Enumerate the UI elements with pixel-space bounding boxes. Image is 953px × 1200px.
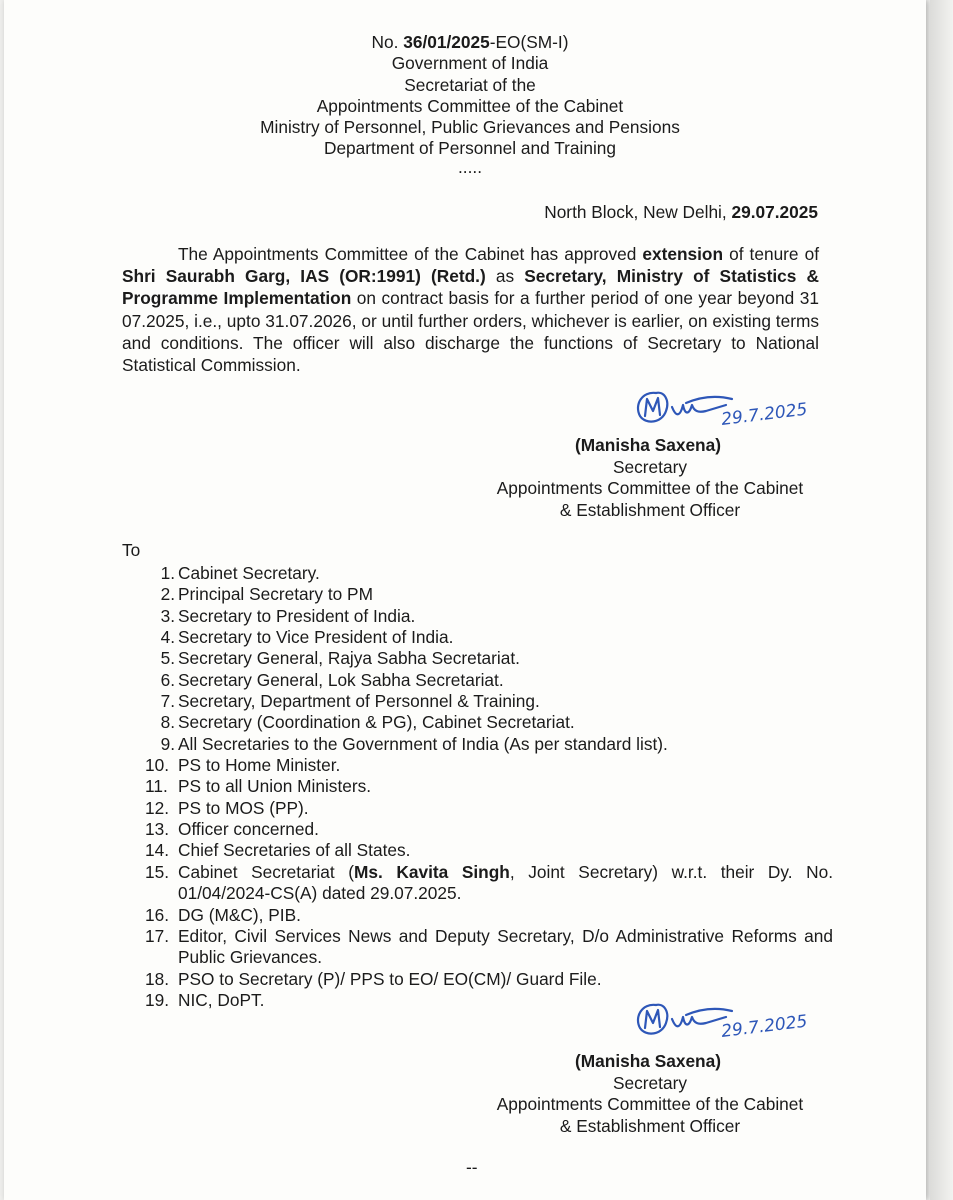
list-item: 18. PSO to Secretary (P)/ PPS to EO/ EO(CM)/ Guard File.	[145, 968, 602, 989]
signatory-designation: Secretary	[613, 1072, 687, 1093]
signatory-office: & Establishment Officer	[559, 1115, 741, 1136]
list-item: 7. Secretary, Department of Personnel & Training.	[160, 691, 540, 712]
list-item: 14. Chief Secretaries of all States.	[145, 840, 411, 861]
list-item: 15. Cabinet Secretariat (Ms. Kavita Singh, Joint Secretary) w.r.t. their Dy. No. 01/04/2024-CS(A) dated 29.07.2025.	[145, 861, 833, 904]
list-item: 5. Secretary General, Rajya Sabha Secretariat.	[160, 648, 520, 669]
signatory-designation: Secretary	[613, 456, 687, 477]
signature-date: 29.7.2025	[720, 399, 809, 430]
list-item: 2. Principal Secretary to PM	[160, 584, 373, 605]
list-item: 3. Secretary to President of India.	[160, 605, 416, 626]
list-item: 1. Cabinet Secretary.	[160, 563, 320, 583]
letter-header	[240, 32, 700, 177]
order-paragraph: The Appointments Committee of the Cabinet has approved extension of tenure of Shri Saurabh Garg, IAS (OR:1991) (Retd.) as Secretary, Ministry of Statistics & Programme Implementation on contract basis for a further period of one year beyond 31 07.2025, i.e., upto 31.07.2026, or until further orders, whichever is earlier, on existing terms and conditions. The officer will also discharge the functions of Secretary to National Statistical Commission.	[122, 244, 820, 376]
header-line: Secretariat of the	[404, 74, 536, 95]
header-line: Government of India	[391, 53, 549, 74]
header-line: Appointments Committee of the Cabinet	[316, 95, 624, 116]
file-number: No. 36/01/2025-EO(SM-I)	[371, 32, 569, 52]
list-item: 4. Secretary to Vice President of India.	[160, 627, 454, 648]
list-item: 19. NIC, DoPT.	[145, 989, 265, 1010]
header-dots: .....	[457, 156, 482, 177]
list-item: 10. PS to Home Minister.	[145, 755, 341, 776]
signatory-office: Appointments Committee of the Cabinet	[496, 1094, 804, 1114]
list-item: 16. DG (M&C), PIB.	[145, 904, 301, 925]
list-item: 17. Editor, Civil Services News and Deputy Secretary, D/o Administrative Reforms and Public Grievances.	[145, 925, 833, 968]
signatory-name: (Manisha Saxena)	[575, 1051, 721, 1071]
signatory-office: & Establishment Officer	[559, 499, 741, 520]
place-date: North Block, New Delhi, 29.07.2025	[544, 202, 818, 222]
signatory-block	[470, 1051, 830, 1137]
header-line: Ministry of Personnel, Public Grievances and Pensions	[260, 117, 680, 138]
list-item: 8. Secretary (Coordination & PG), Cabinet Secretariat.	[160, 712, 575, 733]
header-line: Department of Personnel and Training	[323, 138, 617, 159]
list-item: 11. PS to all Union Ministers.	[145, 776, 372, 797]
list-item: 13. Officer concerned.	[145, 819, 319, 840]
recipient-list	[143, 563, 833, 1011]
footer-mark: --	[466, 1157, 478, 1177]
signature-image	[628, 383, 828, 431]
list-item: 9. All Secretaries to the Government of India (As per standard list).	[160, 733, 668, 754]
signatory-office: Appointments Committee of the Cabinet	[496, 478, 804, 498]
signature-date: 29.7.2025	[720, 1011, 809, 1042]
to-label: To	[122, 540, 141, 560]
page-edge	[930, 0, 953, 1200]
signatory-block	[470, 435, 830, 521]
list-item: 6. Secretary General, Lok Sabha Secretariat.	[160, 669, 504, 690]
list-item: 12. PS to MOS (PP).	[145, 797, 309, 818]
signatory-name: (Manisha Saxena)	[575, 435, 721, 455]
signature-image	[628, 995, 828, 1043]
